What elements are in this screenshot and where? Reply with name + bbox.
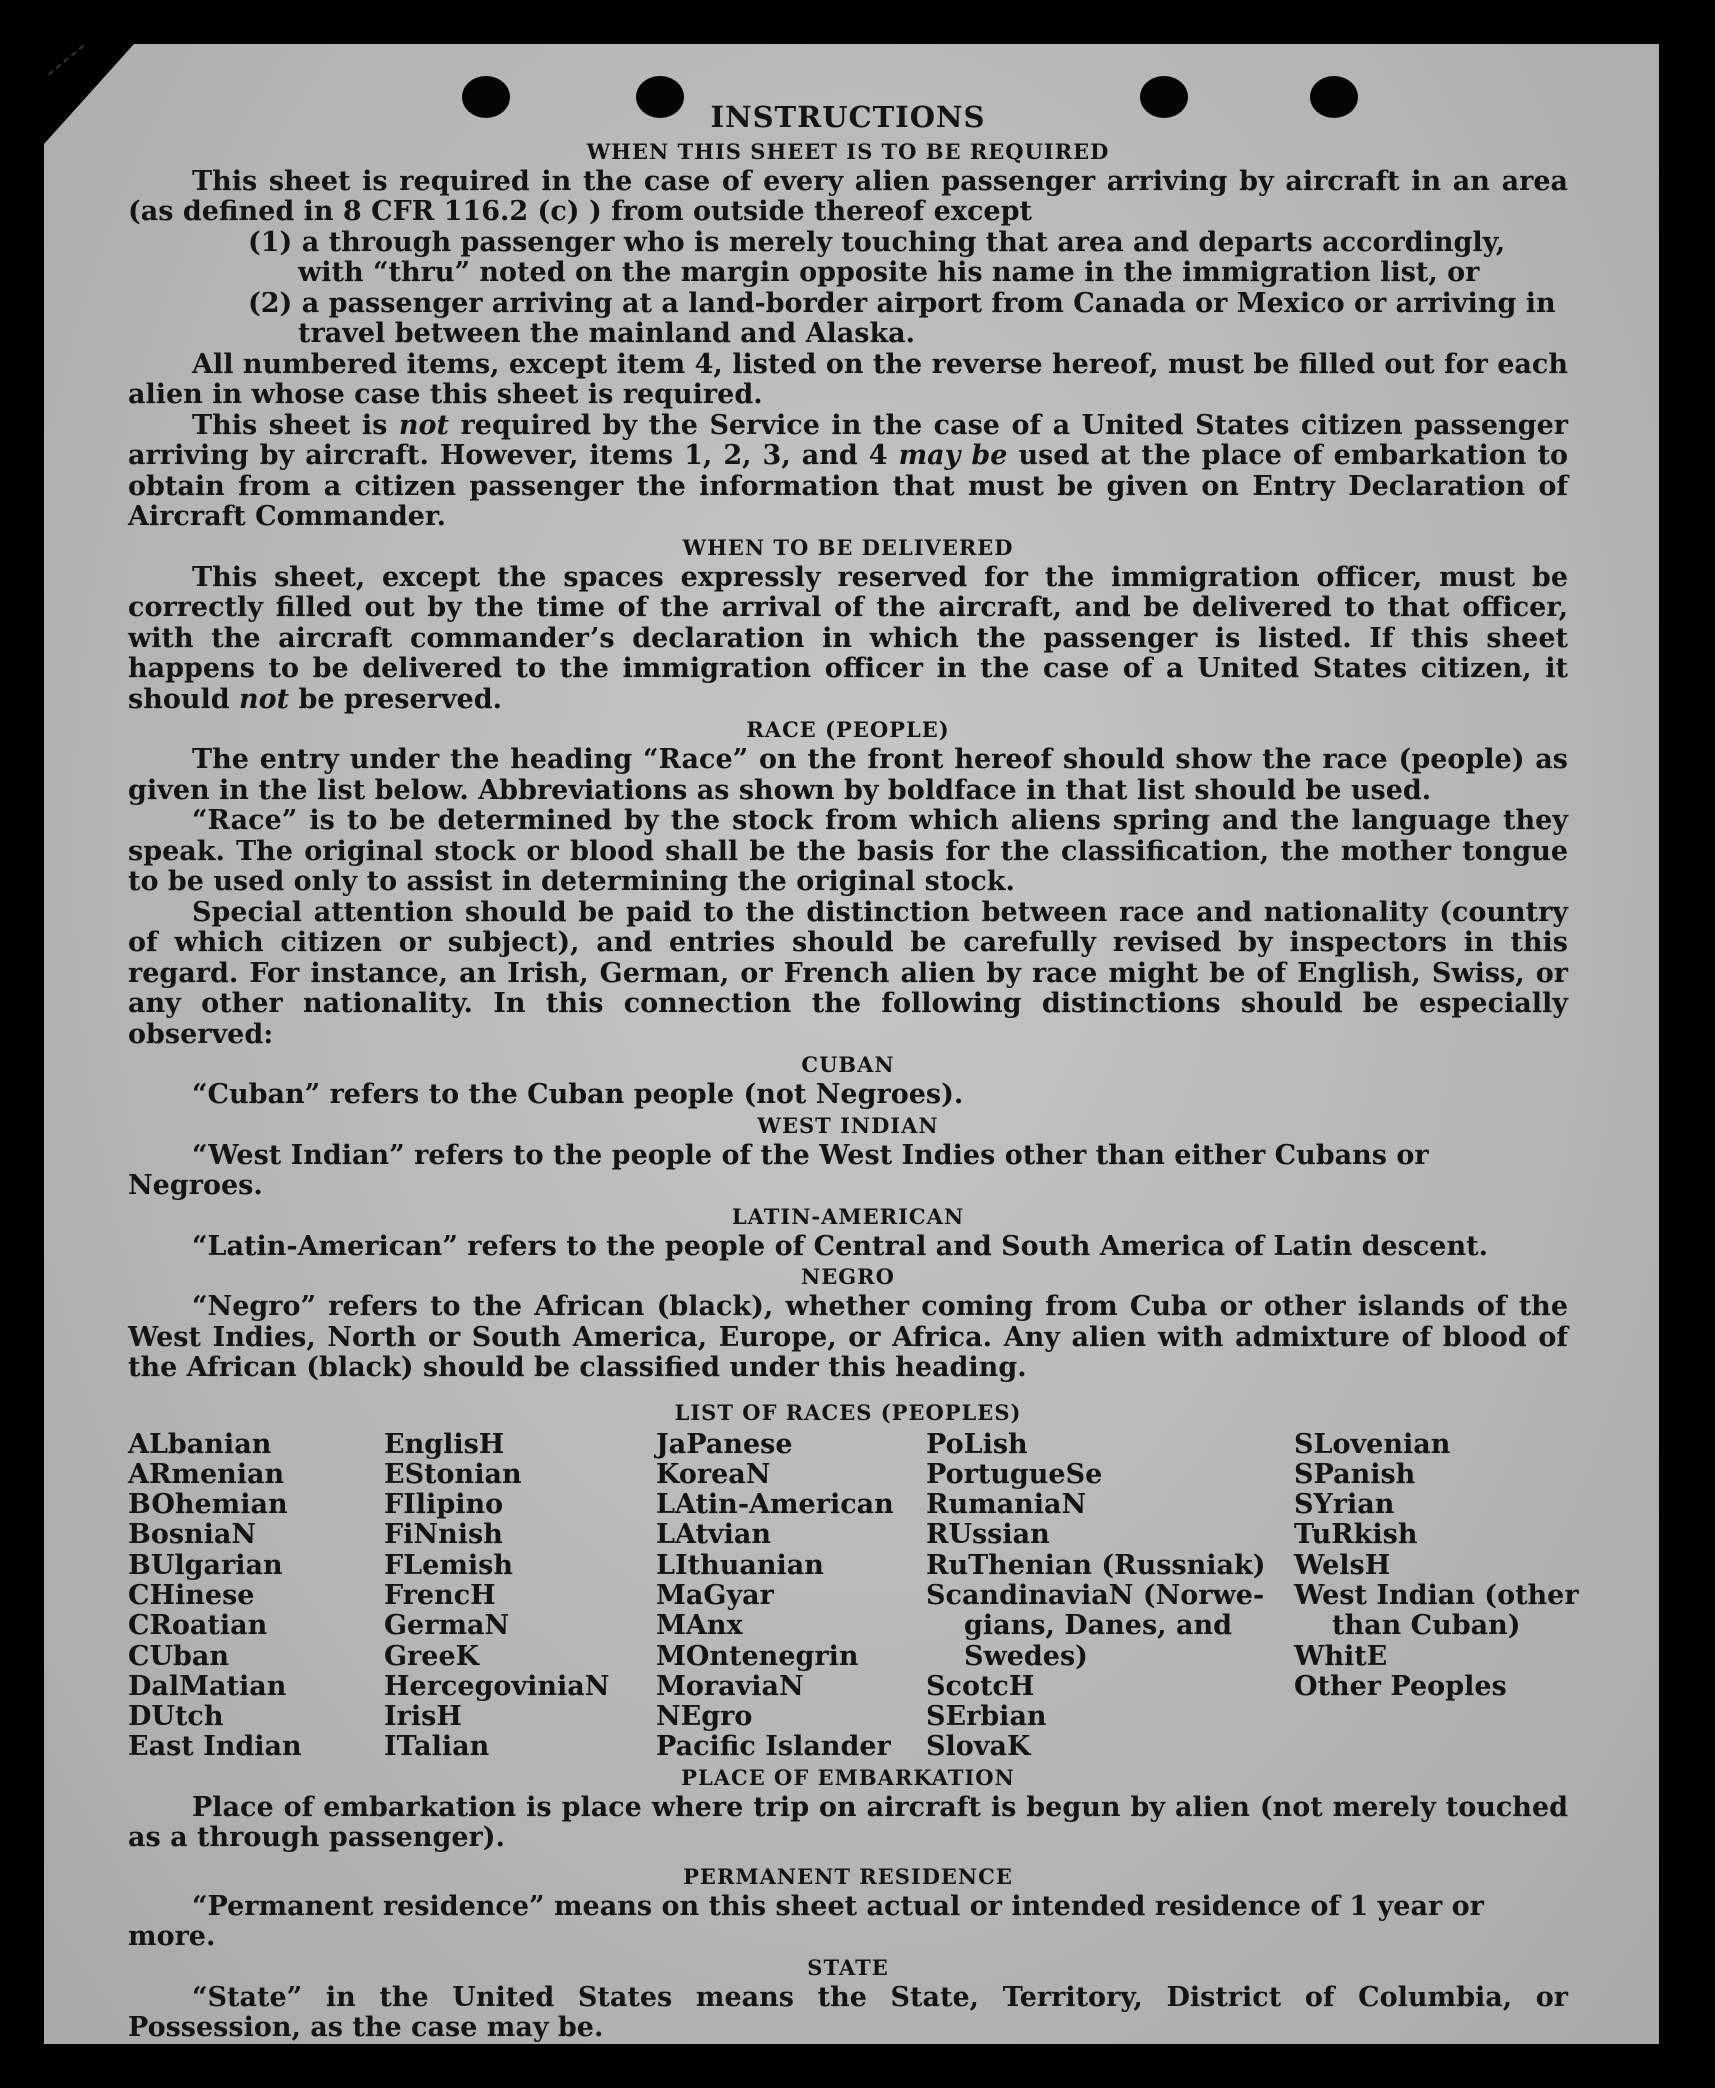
instructions-body bbox=[128, 100, 1579, 2044]
race-entry: FrencH bbox=[384, 1579, 496, 1611]
race-entry: MoraviaN bbox=[656, 1670, 804, 1702]
text-run: This sheet, except the spaces expressly reserved for the immigration officer, must be correctly filled out by the time of the arrival of the aircraft, and be delivered to that officer, with the aircraft commander’s declaration in which the passenger is listed. If this sheet happens to be delivered to the immigration officer in the case of a United States citizen, it should bbox=[128, 561, 1568, 715]
text-run: This sheet is bbox=[192, 409, 399, 441]
race-entry: MOntenegrin bbox=[656, 1640, 859, 1672]
race-entry: ScotcH bbox=[926, 1670, 1035, 1702]
race-entry: FLemish bbox=[384, 1549, 513, 1581]
definition-west-indian: “West Indian” refers to the people of the West Indies other than either Cubans or Negroes. bbox=[128, 1139, 1429, 1201]
race-entry: ScandinaviaN (Norwe- bbox=[926, 1579, 1265, 1611]
race-entry: FIlipino bbox=[384, 1489, 504, 1521]
race-entry: DUtch bbox=[128, 1701, 224, 1733]
section-heading-embarkation: PLACE OF EMBARKATION bbox=[681, 1764, 1015, 1790]
paragraph-required-intro: This sheet is required in the case of every alien passenger arriving by aircraft in an area (as defined in 8 CFR 116.2 (c) ) from outside thereof except bbox=[128, 165, 1568, 227]
race-entry: ITalian bbox=[384, 1731, 490, 1763]
exception-item-1: (1) a through passenger who is merely touching that area and departs accordingly, with “thru” noted on the margin opposite his name in the immigration list, or bbox=[248, 226, 1506, 288]
definition-cuban: “Cuban” refers to the Cuban people (not Negroes). bbox=[192, 1079, 964, 1110]
race-entry: SYrian bbox=[1294, 1489, 1395, 1521]
subheading-west-indian: WEST INDIAN bbox=[757, 1112, 939, 1138]
race-entry: PortugueSe bbox=[926, 1458, 1103, 1490]
race-entry: ARmenian bbox=[128, 1458, 285, 1490]
race-entry: BosniaN bbox=[128, 1519, 257, 1551]
races-column-3 bbox=[656, 1430, 926, 1763]
race-entry: CUban bbox=[128, 1640, 230, 1672]
race-entry: LAtin-American bbox=[656, 1489, 894, 1521]
races-column-2 bbox=[384, 1430, 656, 1763]
race-entry: BUlgarian bbox=[128, 1549, 283, 1581]
race-entry: IrisH bbox=[384, 1701, 462, 1733]
section-heading-residence: PERMANENT RESIDENCE bbox=[683, 1863, 1013, 1889]
race-entry: WelsH bbox=[1294, 1549, 1391, 1581]
race-entry: DalMatian bbox=[128, 1670, 287, 1702]
section-heading-delivered: WHEN TO BE DELIVERED bbox=[682, 534, 1014, 560]
races-column-4 bbox=[926, 1430, 1294, 1763]
section-heading-required: WHEN THIS SHEET IS TO BE REQUIRED bbox=[586, 138, 1110, 164]
race-entry: LIthuanian bbox=[656, 1549, 824, 1581]
exception-item-2: (2) a passenger arriving at a land-border airport from Canada or Mexico or arriving in travel between the mainland and Alaska. bbox=[248, 287, 1556, 349]
race-entry: WhitE bbox=[1294, 1640, 1388, 1672]
race-entry: SErbian bbox=[926, 1701, 1047, 1733]
race-entry: FiNnish bbox=[384, 1519, 503, 1551]
definition-negro: “Negro” refers to the African (black), whether coming from Cuba or other islands of the West Indies, North or South America, Europe, or Africa. Any alien with admixture of blood of the African (black) should be classified under this heading. bbox=[128, 1291, 1568, 1383]
paragraph-numbered-items: All numbered items, except item 4, listed on the reverse hereof, must be filled out for each alien in whose case this sheet is required. bbox=[128, 348, 1568, 410]
race-entry: RUssian bbox=[926, 1519, 1050, 1551]
race-entry: GreeK bbox=[384, 1640, 480, 1672]
race-entry: EStonian bbox=[384, 1458, 522, 1490]
race-entry: SLovenian bbox=[1294, 1428, 1451, 1460]
race-entry: SlovaK bbox=[926, 1731, 1031, 1763]
race-entry: CHinese bbox=[128, 1579, 255, 1611]
text-run: used at the place of embarkation to obtain from a citizen passenger the information that must be given on Entry Declaration of Aircraft Commander. bbox=[128, 440, 1569, 532]
paragraph-race-entry: The entry under the heading “Race” on the front hereof should show the race (people) as given in the list below. Abbreviations as shown by boldface in that list should be used. bbox=[128, 744, 1568, 806]
text-run-italic: not bbox=[239, 683, 290, 715]
races-list bbox=[128, 1428, 1579, 1763]
paragraph-race-stock: “Race” is to be determined by the stock from which aliens spring and the language they speak. The original stock or blood shall be the basis for the classification, the mother tongue to be used only to assist in determining the original stock. bbox=[128, 805, 1568, 897]
race-entry: KoreaN bbox=[656, 1458, 771, 1490]
race-entry: BOhemian bbox=[128, 1489, 288, 1521]
race-entry: JaPanese bbox=[656, 1428, 793, 1460]
race-entry: East Indian bbox=[128, 1731, 302, 1763]
race-entry: SPanish bbox=[1294, 1458, 1416, 1490]
race-entry-continued: than Cuban) bbox=[1332, 1610, 1521, 1642]
section-heading-race: RACE (PEOPLE) bbox=[746, 717, 950, 742]
race-entry: Pacific Islander bbox=[656, 1731, 891, 1763]
subheading-negro: NEGRO bbox=[801, 1264, 895, 1289]
race-entry: MaGyar bbox=[656, 1579, 774, 1611]
race-entry: EnglisH bbox=[384, 1428, 505, 1460]
text-run: be preserved. bbox=[289, 683, 503, 715]
text-run: required by the Service in the case of a United States citizen passenger arriving by aircraft. However, items 1, 2, 3, and 4 bbox=[128, 409, 1568, 471]
paragraph-embarkation: Place of embarkation is place where trip on aircraft is begun by alien (not merely touched as a through passenger). bbox=[128, 1791, 1568, 1854]
race-entry: MAnx bbox=[656, 1610, 743, 1642]
race-entry: West Indian (other bbox=[1294, 1579, 1579, 1611]
document-sheet bbox=[44, 44, 1659, 2044]
race-entry: HercegoviniaN bbox=[384, 1670, 610, 1702]
race-entry: TuRkish bbox=[1294, 1519, 1418, 1551]
paragraph-delivered bbox=[128, 563, 1568, 716]
races-list-heading: LIST OF RACES (PEOPLES) bbox=[674, 1399, 1022, 1425]
race-entry: CRoatian bbox=[128, 1610, 268, 1642]
paragraph-residence: “Permanent residence” means on this sheet actual or intended residence of 1 year or more. bbox=[128, 1890, 1484, 1953]
text-run-italic: not bbox=[398, 409, 450, 441]
race-entry: RumaniaN bbox=[926, 1489, 1087, 1521]
races-column-5 bbox=[1294, 1428, 1579, 1763]
races-column-1 bbox=[128, 1430, 384, 1763]
section-heading-state: STATE bbox=[807, 1954, 889, 1980]
subheading-latin-american: LATIN-AMERICAN bbox=[731, 1203, 965, 1229]
race-entry: GermaN bbox=[384, 1610, 510, 1642]
race-entry-continued: gians, Danes, and bbox=[964, 1610, 1232, 1642]
race-entry: Other Peoples bbox=[1294, 1670, 1507, 1702]
race-entry: RuThenian (Russniak) bbox=[926, 1549, 1266, 1581]
race-entry: LAtvian bbox=[656, 1519, 772, 1551]
paragraph-citizen bbox=[128, 411, 1568, 533]
paragraph-state: “State” in the United States means the State, Territory, District of Columbia, or Possession, as the case may be. bbox=[128, 1981, 1568, 2044]
folded-corner bbox=[44, 44, 134, 144]
race-entry: NEgro bbox=[656, 1701, 753, 1733]
race-entry: PoLish bbox=[926, 1428, 1028, 1460]
race-entry-continued: Swedes) bbox=[964, 1640, 1088, 1672]
text-run-italic: may be bbox=[898, 440, 1008, 471]
paragraph-race-nationality: Special attention should be paid to the distinction between race and nationality (country of which citizen or subject), and entries should be carefully revised by inspectors in this regard. For instance, an Irish, German, or French alien by race might be of English, Swiss, or any other nationality. In this connection the following distinctions should be especially observed: bbox=[128, 896, 1568, 1050]
definition-latin-american: “Latin-American” refers to the people of Central and South America of Latin descent. bbox=[192, 1230, 1488, 1262]
race-entry: ALbanian bbox=[128, 1428, 272, 1460]
subheading-cuban: CUBAN bbox=[801, 1052, 895, 1077]
page-title: INSTRUCTIONS bbox=[710, 100, 986, 134]
